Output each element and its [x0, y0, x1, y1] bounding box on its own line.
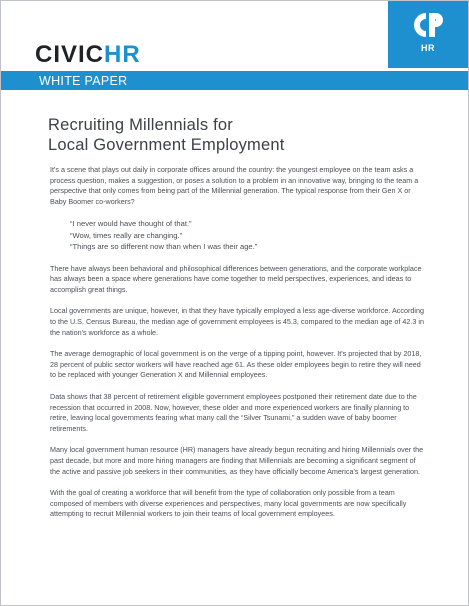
- corner-tag: HR: [421, 43, 435, 53]
- corner-badge: [388, 1, 468, 68]
- quote-list: [50, 218, 424, 252]
- banner-label: WHITE PAPER: [39, 74, 128, 88]
- title-line-2: Local Government Employment: [48, 136, 285, 154]
- paragraph: The average demographic of local government is on the verge of a tipping point, however. It's projected that by 2018, 28 percent of public sector workers will have reached age 61. As these older employees begin to retire they will need to be replaced with younger Generation X and Millennial employees.: [50, 349, 422, 380]
- civichr-logo: [35, 43, 141, 67]
- paragraph: It's a scene that plays out daily in corporate offices around the country: the youngest employee on the team asks a process question, makes a suggestion, or poses a solution to a problem in an innovative way, bringing to the team a perspective that only comes from being part of the Millennial generation. The typical response from their Gen X or Baby Boomer co-workers?: [50, 165, 419, 206]
- document-title: [48, 115, 285, 155]
- quote-item: “I never would have thought of that.”: [70, 219, 192, 229]
- logo-civic-text: CIVIC: [35, 41, 105, 68]
- white-paper-banner: [1, 71, 468, 90]
- paragraph: There have always been behavioral and philosophical differences between generations, and the corporate workplace has always been a space where generations have come together to meld perspectives, experiences, and ideas to accomplish great things.: [50, 263, 422, 294]
- paragraph: Data shows that 38 percent of retirement eligible government employees postponed their retirement date due to the recession that occurred in 2008. Now, however, these older and more experienced workers are finally planning to retire, leaving local governments fearing what many call the “Silver Tsunami,” a sudden wave of baby boomer retirements.: [50, 391, 417, 433]
- paragraph: Local governments are unique, however, in that they have typically employed a less age-diverse workforce. According to the U.S. Census Bureau, the median age of government employees is 45.3, compared to the median age of 42.3 in the nation's workforce as a whole.: [50, 306, 424, 337]
- quote-item: “Wow, times really are changing.”: [70, 230, 183, 240]
- title-line-1: Recruiting Millennials for: [48, 116, 233, 134]
- paragraph: Many local government human resource (HR) managers have already begun recruiting and hiring Millennials over the past decade, but more and more hiring managers are finding that Millennials are becoming a significant segment of the active and passive job seekers in their communities, as they have officially become America's largest generation.: [50, 445, 424, 476]
- quote-item: “Things are so different now than when I was their age.”: [70, 242, 258, 252]
- paragraph: With the goal of creating a workforce that will benefit from the type of collaboration only possible from a team composed of members with diverse experiences and perspectives, many local governments are now specifically attempting to recruit Millennial workers to join their teams of local government employees.: [50, 488, 407, 519]
- civichr-logo-icon: [412, 11, 444, 39]
- document-body: [50, 165, 424, 531]
- logo-hr-text: HR: [104, 41, 141, 68]
